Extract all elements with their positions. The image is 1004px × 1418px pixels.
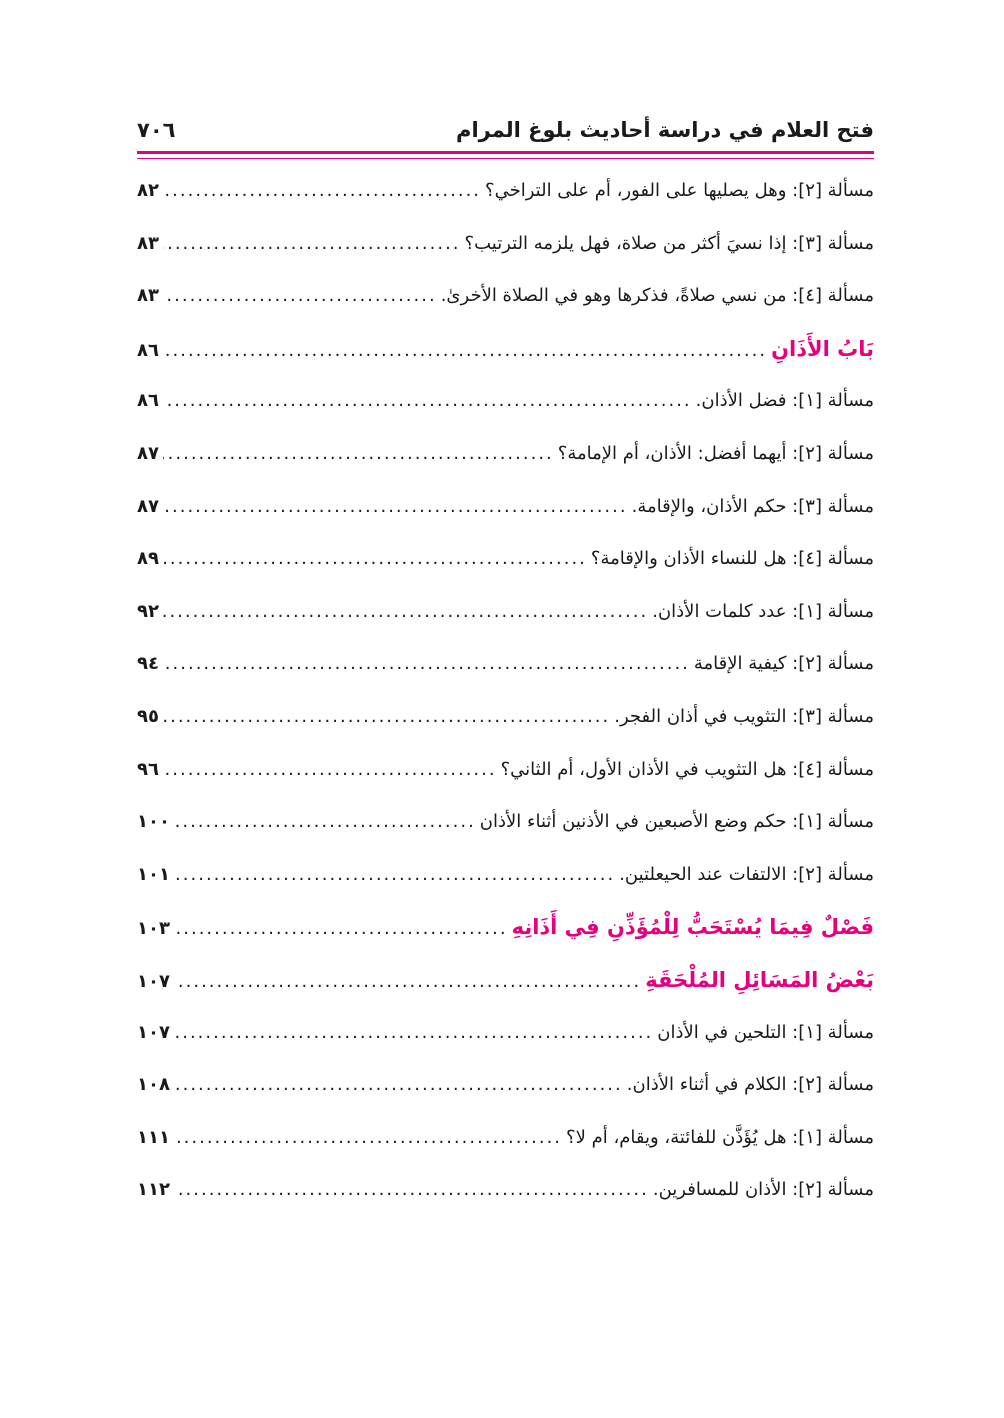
toc-entry-title: مسألة [١]: حكم وضع الأصبعين في الأذنين أثناء الأذان: [479, 811, 874, 833]
dot-leader: [163, 533, 587, 586]
toc-entry-page: ٨٣: [137, 285, 159, 307]
toc-entry-title: مسألة [٢]: الالتفات عند الحيعلتين.: [619, 863, 874, 885]
toc-entry-title: مسألة [٢]: أيهما أفضل: الأذان، أم الإمامة؟: [557, 442, 874, 464]
dot-leader: [163, 375, 692, 428]
toc-entry-title: مسألة [٤]: هل للنساء الأذان والإقامة؟: [590, 548, 874, 570]
toc-entry-title: مسألة [٤]: من نسي صلاةً، فذكرها وهو في الصلاة الأخرىٰ.: [440, 285, 874, 307]
toc-entry-title: مسألة [٣]: حكم الأذان، والإقامة.: [631, 495, 874, 517]
dot-leader: [174, 849, 615, 902]
toc-entry-title: مسألة [٤]: هل التثويب في الأذان الأول، أم الثاني؟: [500, 758, 874, 780]
toc-section-title: بَابُ الأَذَانِ: [771, 336, 874, 361]
dot-leader: [163, 325, 767, 376]
toc-entry-page: ٨٦: [137, 390, 159, 412]
dot-leader: [174, 796, 476, 849]
dot-leader: [163, 744, 497, 797]
toc-entry[interactable]: [137, 165, 874, 218]
toc-entry[interactable]: [137, 849, 874, 902]
book-title: فتح العلام في دراسة أحاديث بلوغ المرام: [456, 118, 874, 142]
toc-entry[interactable]: [137, 1007, 874, 1060]
toc-section-title: فَصْلٌ فِيمَا يُسْتَحَبُّ لِلْمُؤَذِّنِ فِي أَذَانِهِ: [511, 915, 874, 940]
toc-entry-page: ٨٦: [137, 339, 159, 361]
toc-entry[interactable]: [137, 428, 874, 481]
page-number: ٧٠٦: [137, 118, 176, 142]
toc-entry-title: مسألة [٢]: كيفية الإقامة: [693, 653, 874, 675]
dot-leader: [174, 1059, 623, 1112]
toc-entry[interactable]: [137, 691, 874, 744]
dot-leader: [163, 270, 437, 323]
toc-entry[interactable]: [137, 1164, 874, 1217]
toc-entry-page: ١١٢: [137, 1179, 170, 1201]
toc-entry-page: ١٠٨: [137, 1074, 170, 1096]
toc-entry-page: ٩٢: [137, 600, 159, 622]
toc-entry-page: ٨٧: [137, 495, 159, 517]
toc-section-entry[interactable]: [137, 954, 874, 1007]
toc-entry[interactable]: [137, 638, 874, 691]
toc-entry-title: مسألة [٢]: وهل يصليها على الفور، أم على التراخي؟: [485, 180, 874, 201]
toc-entry-page: ٨٩: [137, 548, 159, 570]
dot-leader: [163, 481, 628, 534]
dot-leader: [163, 586, 648, 639]
dot-leader: [163, 218, 461, 271]
toc-entry[interactable]: [137, 533, 874, 586]
toc-entry-title: مسألة [١]: فضل الأذان.: [695, 390, 874, 412]
toc-entry[interactable]: [137, 796, 874, 849]
toc-entry-page: ١١١: [137, 1126, 170, 1148]
toc-entry-title: مسألة [١]: عدد كلمات الأذان.: [652, 600, 874, 622]
toc-entry-title: مسألة [١]: هل يُؤَذَّن للفائتة، ويقام، أم لا؟: [566, 1126, 874, 1148]
toc-entry[interactable]: [137, 1112, 874, 1165]
dot-leader: [174, 1164, 649, 1217]
toc-entry-title: مسألة [٣]: التثويب في أذان الفجر.: [614, 705, 874, 727]
toc-entry-page: ٩٦: [137, 758, 159, 780]
toc-entry-page: ٨٧: [137, 442, 159, 464]
toc-entry-page: ١٠٧: [137, 970, 170, 992]
dot-leader: [163, 165, 481, 218]
toc-entry[interactable]: [137, 481, 874, 534]
toc-entry-page: ٩٤: [137, 653, 159, 675]
dot-leader: [174, 1112, 562, 1165]
header-rule: [137, 151, 874, 154]
toc-entry-page: ١٠٣: [137, 918, 170, 940]
dot-leader: [174, 1007, 653, 1060]
toc-section-entry[interactable]: [137, 323, 874, 376]
toc-entry-title: مسألة [٢]: الأذان للمسافرين.: [652, 1179, 874, 1201]
dot-leader: [174, 956, 641, 1007]
toc-entry-page: ٩٥: [137, 705, 159, 727]
toc-entry[interactable]: [137, 744, 874, 797]
toc-entry[interactable]: [137, 375, 874, 428]
toc-entry-page: ٨٣: [137, 232, 159, 254]
toc-entry-page: ١٠٧: [137, 1021, 170, 1043]
running-header: [137, 118, 874, 148]
toc-section-entry[interactable]: [137, 901, 874, 954]
toc-entry-title: مسألة [١]: التلحين في الأذان: [657, 1021, 874, 1043]
dot-leader: [174, 903, 508, 954]
dot-leader: [163, 428, 554, 481]
toc-section-title: بَعْضُ المَسَائِلِ المُلْحَقَةِ: [645, 967, 874, 992]
toc-entry-page: ١٠٠: [137, 811, 170, 833]
toc-entry[interactable]: [137, 586, 874, 639]
table-of-contents: [137, 165, 874, 1217]
toc-entry[interactable]: [137, 218, 874, 271]
toc-entry[interactable]: [137, 270, 874, 323]
toc-entry-page: ١٠١: [137, 863, 170, 885]
toc-entry-page: ٨٢: [137, 180, 159, 201]
dot-leader: [163, 638, 690, 691]
dot-leader: [163, 691, 610, 744]
toc-entry[interactable]: [137, 1059, 874, 1112]
toc-entry-title: مسألة [٣]: إذا نسيَ أكثر من صلاة، فهل يلزمه الترتيب؟: [464, 232, 874, 254]
header-rule-thin: [137, 158, 874, 159]
toc-entry-title: مسألة [٢]: الكلام في أثناء الأذان.: [626, 1074, 874, 1096]
